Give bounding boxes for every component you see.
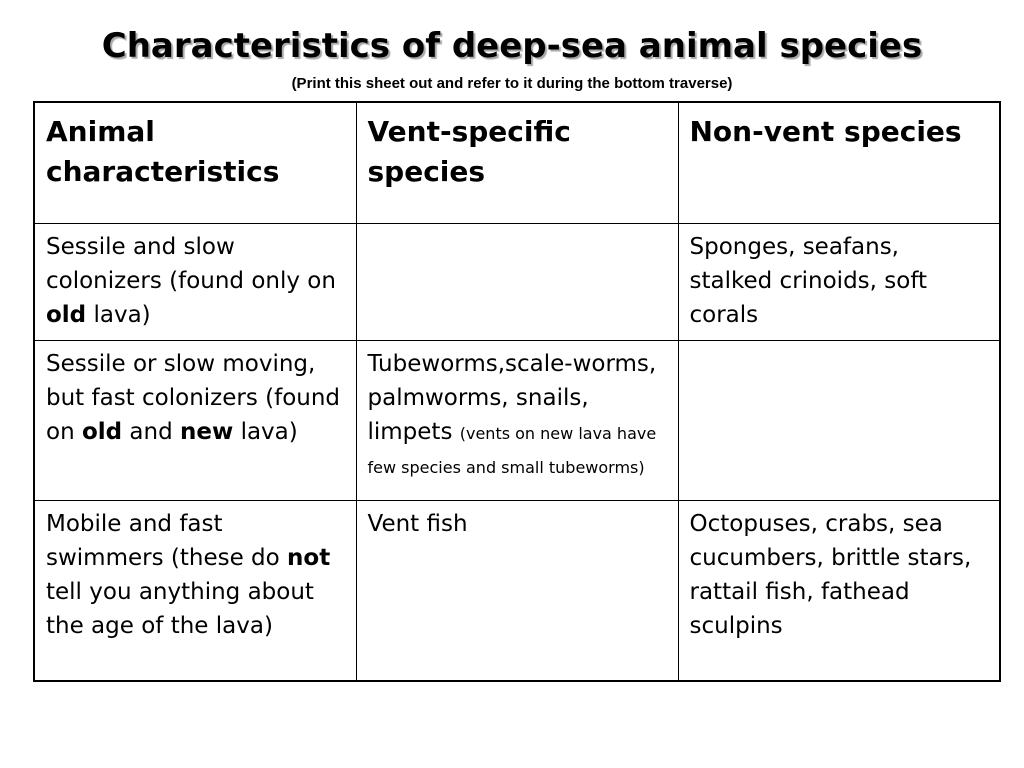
page-subtitle: (Print this sheet out and refer to it during the bottom traverse) (291, 75, 733, 92)
cell-characteristics (34, 340, 356, 500)
table-row (34, 223, 1000, 340)
text: Sessile or slow moving, but fast colonizers (found on (46, 350, 341, 445)
table-row (34, 500, 1000, 681)
text: Mobile and fast swimmers (these do (46, 510, 288, 571)
header-animal-characteristics: Animal characteristics (34, 102, 356, 223)
cell-characteristics (34, 500, 356, 681)
cell-nonvent-species (678, 340, 1000, 500)
emphasis-text: new (180, 418, 234, 445)
text: Sessile and slow colonizers (found only on (46, 233, 336, 294)
page-title: Characteristics of deep-sea animal species (101, 26, 923, 66)
cell-characteristics (34, 223, 356, 340)
emphasis-text: old (81, 418, 123, 445)
text: and (122, 418, 181, 445)
text: Tubeworms,scale-worms, palmworms, snails, limpets (367, 350, 657, 445)
note-text: (vents on new lava have few species and small tubeworms) (367, 423, 657, 477)
cell-nonvent-species: Octopuses, crabs, sea cucumbers, brittle stars, rattail fish, fathead sculpins (678, 500, 1000, 681)
text: lava) (233, 418, 298, 445)
text: tell you anything about the age of the lava) (46, 578, 314, 639)
cell-nonvent-species: Sponges, seafans, stalked crinoids, soft corals (678, 223, 1000, 340)
text: lava) (86, 301, 151, 328)
cell-vent-species (356, 223, 678, 340)
table-row (34, 340, 1000, 500)
emphasis-text: not (287, 544, 331, 571)
header-vent-specific-species: Vent-specific species (356, 102, 678, 223)
species-table (33, 101, 1001, 682)
cell-vent-species (356, 340, 678, 500)
cell-vent-species: Vent fish (356, 500, 678, 681)
header-non-vent-species: Non-vent species (678, 102, 1000, 223)
table-header-row (34, 102, 1000, 223)
emphasis-text: old (46, 301, 87, 328)
